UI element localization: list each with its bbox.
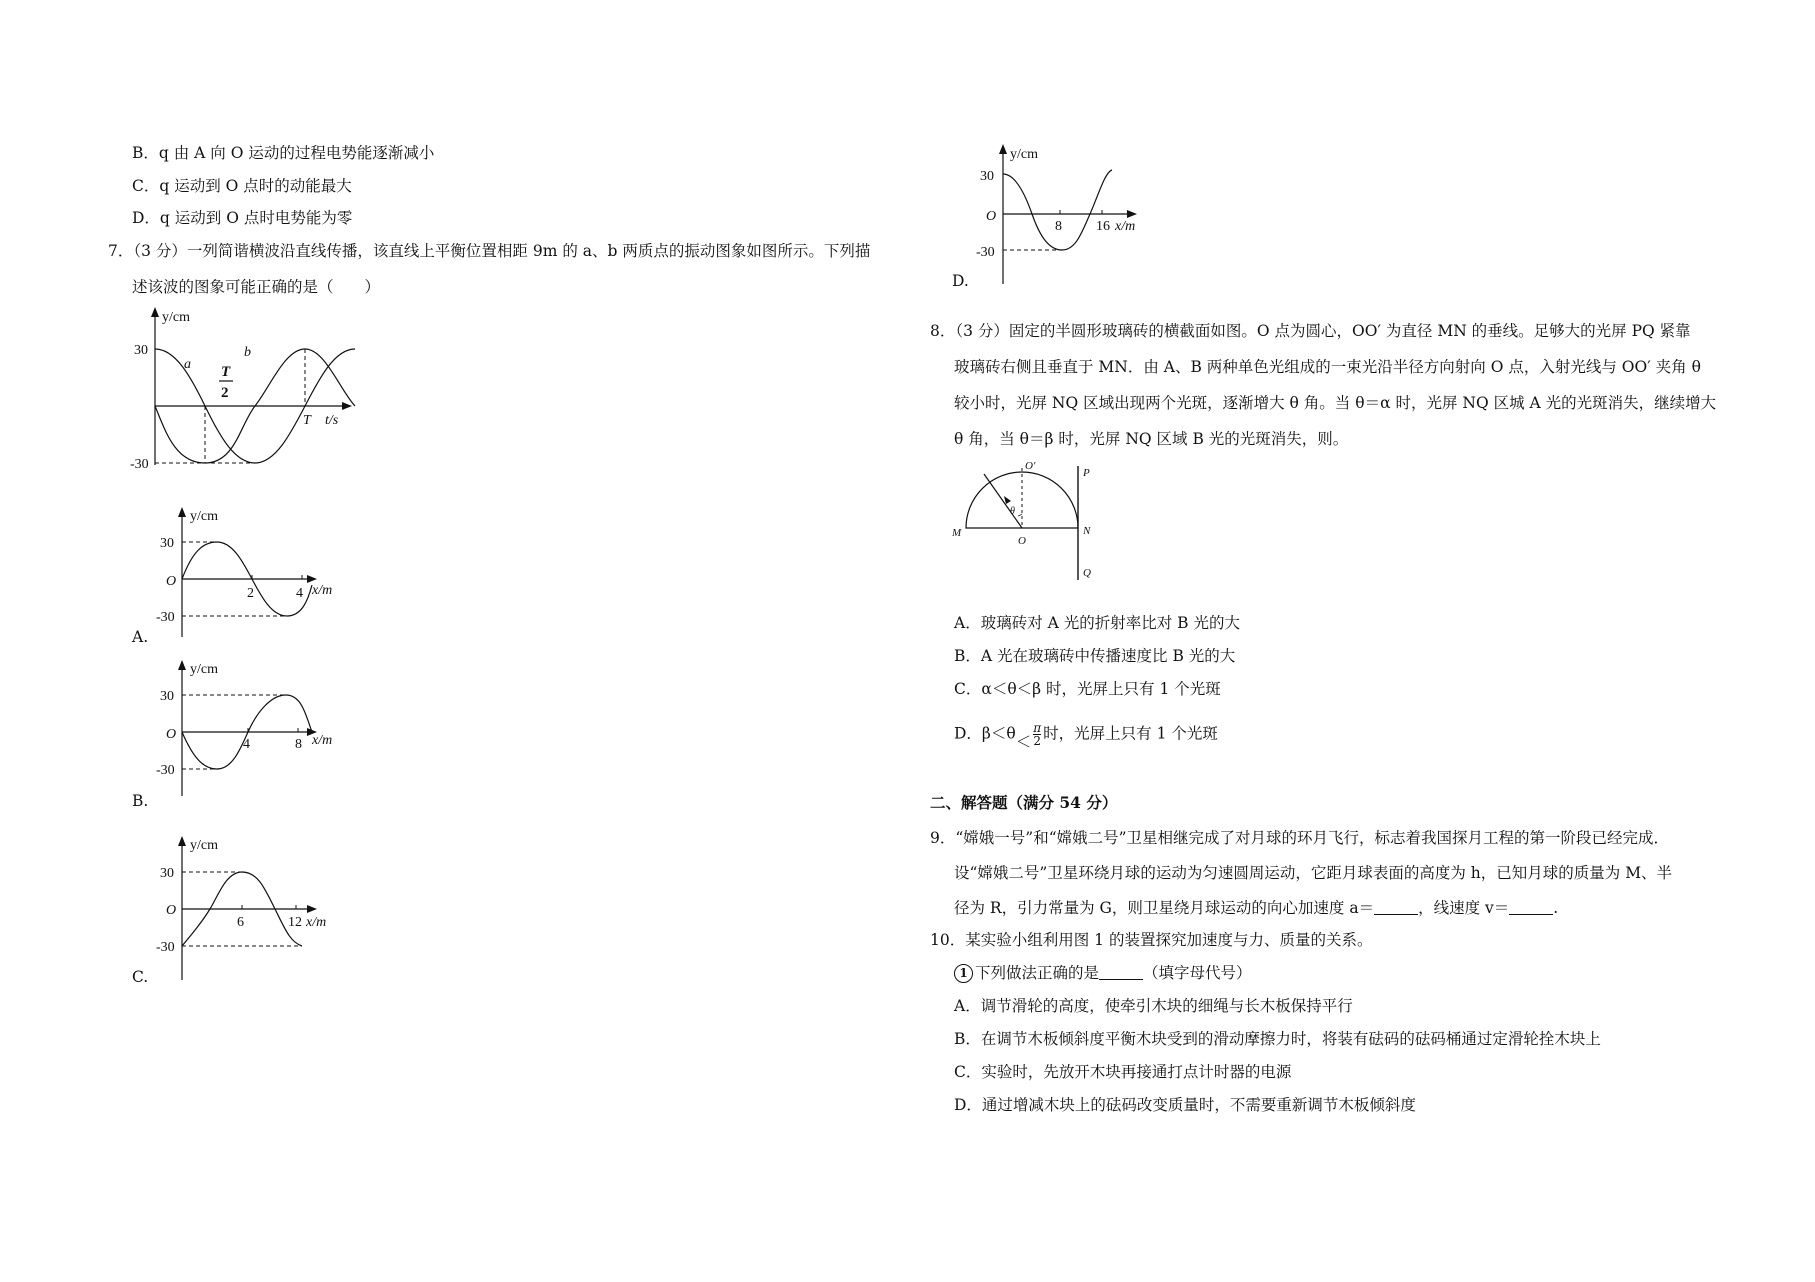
- q8-option-c: C．α＜θ＜β 时，光屏上只有 1 个光斑: [954, 680, 1221, 698]
- circled-number-icon: 1: [954, 964, 973, 983]
- graph-y-neg: -30: [130, 457, 149, 472]
- choice-b-xlabel: x/m: [312, 733, 333, 748]
- fig8-label-o-prime: O′: [1025, 460, 1036, 472]
- fig8-label-o: O: [1018, 535, 1026, 547]
- choice-a-label: A.: [132, 628, 149, 646]
- choice-b-graph: [130, 658, 360, 802]
- choice-c-tick-1: 6: [237, 915, 244, 930]
- choice-a-origin: O: [166, 574, 177, 589]
- q8-option-d: [954, 721, 1218, 751]
- choice-d-tick-2: 16: [1096, 219, 1110, 234]
- choice-c-xlabel: x/m: [306, 915, 327, 930]
- graph-xlabel: t/s: [325, 413, 339, 428]
- choice-b-ylabel: y/cm: [190, 662, 218, 677]
- q9-stem-line3: [954, 898, 1558, 918]
- graph-y-pos: 30: [134, 343, 148, 358]
- pi-over-two-fraction: [1033, 722, 1041, 747]
- q8-option-b: B．A 光在玻璃砖中传播速度比 B 光的大: [954, 647, 1236, 665]
- q10-option-a: A．调节滑轮的高度，使牵引木块的细绳与长木板保持平行: [954, 997, 1353, 1015]
- choice-d-label: D.: [952, 272, 969, 290]
- q8-option-d-prefix: D．β＜θ: [954, 724, 1016, 743]
- choice-a-tick-2: 4: [296, 586, 303, 601]
- choice-a-tick-1: 2: [247, 586, 254, 601]
- section-2-heading: 二、解答题（满分 54 分）: [930, 793, 1118, 812]
- q9-blank-acceleration[interactable]: [1374, 900, 1418, 915]
- choice-b-y-pos: 30: [160, 689, 174, 704]
- q10-stem-line1: 10．某实验小组利用图 1 的装置探究加速度与力、质量的关系。: [930, 931, 1373, 949]
- choice-c-graph: [130, 834, 360, 988]
- fraction-numerator: π: [1033, 721, 1042, 735]
- choice-a-graph: [130, 505, 360, 644]
- semicircle-glass-diagram: [948, 458, 1098, 592]
- choice-d-origin: O: [986, 209, 997, 224]
- q8-stem-line2: 玻璃砖右侧且垂直于 MN．由 A、B 两种单色光组成的一束光沿半径方向射向 O 点，入射光线与 OO′ 夹角 θ: [954, 358, 1701, 376]
- q8-option-d-lt: ＜: [1015, 732, 1032, 751]
- choice-b-y-neg: -30: [156, 763, 175, 778]
- choice-c-y-neg: -30: [156, 940, 175, 955]
- choice-a-y-pos: 30: [160, 536, 174, 551]
- graph-half-period-den: 2: [221, 385, 229, 401]
- choice-a-y-neg: -30: [156, 610, 175, 625]
- q8-stem-line3: 较小时，光屏 NQ 区域出现两个光斑，逐渐增大 θ 角。当 θ＝α 时，光屏 NQ 区城 A 光的光斑消失，继续增大: [954, 394, 1717, 412]
- choice-c-tick-2: 12: [288, 915, 302, 930]
- q7-stem-line2: 述该波的图象可能正确的是（ ）: [132, 278, 381, 296]
- q6-option-b: B．q 由 A 向 O 运动的过程电势能逐渐减小: [132, 144, 435, 162]
- fig8-label-m: M: [952, 527, 962, 539]
- choice-c-label: C.: [132, 968, 149, 986]
- choice-d-xlabel: x/m: [1115, 219, 1136, 234]
- choice-b-origin: O: [166, 727, 177, 742]
- fig8-label-theta: θ: [1010, 506, 1015, 517]
- q10-option-c: C．实验时，先放开木块再接通打点计时器的电源: [954, 1063, 1292, 1081]
- graph-half-period-num: T: [221, 364, 231, 380]
- q10-answer-blank[interactable]: [1099, 965, 1143, 980]
- choice-c-origin: O: [166, 903, 177, 918]
- q8-stem-line1: 8．（3 分）固定的半圆形玻璃砖的横截面如图。O 点为圆心，OO′ 为直径 MN 的垂线。足够大的光屏 PQ 紧靠: [930, 322, 1691, 340]
- q9-blank-velocity[interactable]: [1509, 900, 1553, 915]
- q10-option-b: B．在调节木板倾斜度平衡木块受到的滑动摩擦力时，将装有砝码的砝码桶通过定滑轮拴木块上: [954, 1030, 1601, 1048]
- choice-b-tick-1: 4: [243, 737, 250, 752]
- choice-d-y-neg: -30: [976, 245, 995, 260]
- choice-d-graph: [960, 142, 1170, 291]
- graph-label-a: a: [184, 357, 191, 372]
- q6-option-d: D．q 运动到 O 点时电势能为零: [132, 209, 353, 227]
- q9-line3-part-a: 径为 R，引力常量为 G，则卫星绕月球运动的向心加速度 a＝: [954, 899, 1375, 917]
- q9-line3-part-b: ，线速度 v＝: [1418, 899, 1510, 917]
- q8-option-a: A．玻璃砖对 A 光的折射率比对 B 光的大: [954, 614, 1240, 632]
- choice-a-ylabel: y/cm: [190, 509, 218, 524]
- q10-sub-tail: （填字母代号）: [1143, 964, 1252, 982]
- choice-c-ylabel: y/cm: [190, 838, 218, 853]
- choice-b-label: B.: [132, 792, 149, 810]
- q9-stem-line2: 设“嫦娥二号”卫星环绕月球的运动为匀速圆周运动，它距月球表面的高度为 h，已知月球的质量为 M、半: [954, 864, 1673, 882]
- fig8-label-p: P: [1083, 467, 1090, 479]
- choice-d-tick-1: 8: [1055, 219, 1062, 234]
- fig8-label-n: N: [1083, 525, 1091, 537]
- choice-b-tick-2: 8: [295, 737, 302, 752]
- choice-a-xlabel: x/m: [312, 583, 333, 598]
- vibration-graph: [120, 305, 360, 479]
- q10-subquestion-1: [954, 963, 1252, 983]
- fraction-denominator: 2: [1033, 734, 1042, 748]
- q10-sub-text: 下列做法正确的是: [975, 964, 1100, 982]
- q8-stem-line4: θ 角，当 θ＝β 时，光屏 NQ 区域 B 光的光斑消失，则。: [954, 430, 1349, 448]
- graph-ylabel: y/cm: [162, 310, 190, 325]
- fig8-label-q: Q: [1083, 567, 1091, 579]
- q6-option-c: C．q 运动到 O 点时的动能最大: [132, 177, 352, 195]
- graph-period-tick: T: [303, 413, 311, 428]
- q8-option-d-suffix: 时，光屏上只有 1 个光斑: [1043, 724, 1218, 743]
- choice-d-ylabel: y/cm: [1010, 147, 1038, 162]
- choice-d-y-pos: 30: [980, 169, 994, 184]
- q7-stem-line1: 7．（3 分）一列简谐横波沿直线传播，该直线上平衡位置相距 9m 的 a、b 两质点的振动图象如图所示。下列描: [108, 242, 871, 260]
- q10-option-d: D．通过增减木块上的砝码改变质量时，不需要重新调节木板倾斜度: [954, 1096, 1416, 1114]
- q9-stem-line1: 9．“嫦娥一号”和“嫦娥二号”卫星相继完成了对月球的环月飞行，标志着我国探月工程的第一阶段已经完成．: [930, 829, 1670, 847]
- choice-c-y-pos: 30: [160, 866, 174, 881]
- graph-label-b: b: [244, 345, 251, 360]
- q9-line3-part-c: .: [1553, 899, 1559, 917]
